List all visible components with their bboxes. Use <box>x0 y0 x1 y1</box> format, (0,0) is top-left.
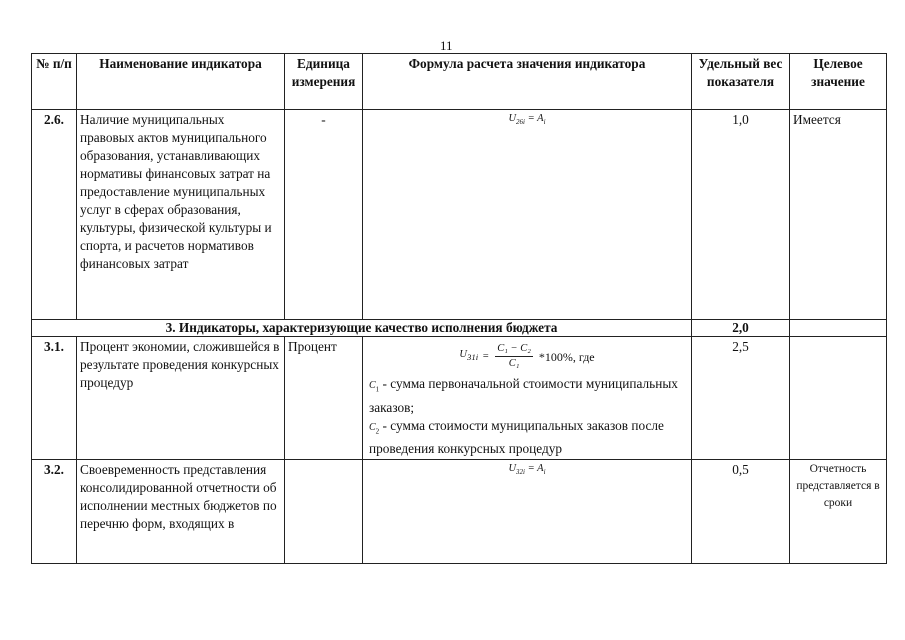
formula-tail: *100%, где <box>538 349 595 364</box>
formula-denominator: C₁ <box>508 358 520 369</box>
row-name: Своевременность представления консолидированной отчетности об исполнении местных бюджетов по перечню форм, входящих в <box>77 460 285 564</box>
row-formula <box>363 460 692 564</box>
formula-numerator: C₁ − C₂ <box>495 342 533 357</box>
header-name: Наименование индикатора <box>77 54 285 110</box>
formula-lhs-sub: 32i <box>516 468 525 477</box>
row-num: 3.2. <box>32 460 77 564</box>
row-formula <box>363 110 692 320</box>
table-row <box>32 460 887 564</box>
row-formula <box>363 337 692 460</box>
formula-equals: = <box>527 113 535 124</box>
table-row <box>32 110 887 320</box>
table-row <box>32 337 887 460</box>
header-formula: Формула расчета значения индикатора <box>363 54 692 110</box>
row-num: 3.1. <box>32 337 77 460</box>
indicators-table <box>31 53 887 564</box>
formula-equals: = <box>482 350 490 362</box>
row-unit: Процент <box>285 337 363 460</box>
formula-lhs: $U_{31i}$ <box>459 349 479 363</box>
section-weight: 2,0 <box>692 320 790 337</box>
row-unit <box>285 460 363 564</box>
row-weight: 0,5 <box>692 460 790 564</box>
formula-lhs: U <box>508 463 517 475</box>
row-unit: - <box>285 110 363 320</box>
formula-rhs-sub: i <box>543 468 546 477</box>
row-target: Отчетность представляется в сроки <box>790 460 887 564</box>
formula-expression <box>366 461 688 480</box>
formula-rhs: A <box>537 113 544 124</box>
row-name: Процент экономии, сложившейся в результате проведения конкурсных процедур <box>77 337 285 460</box>
header-num: № п/п <box>32 54 77 110</box>
table-header-row <box>32 54 887 110</box>
section-row <box>32 320 887 337</box>
row-target <box>790 337 887 460</box>
formula-fraction <box>495 342 533 371</box>
formula-rhs-sub: i <box>543 118 546 127</box>
section-title: 3. Индикаторы, характеризующие качество исполнения бюджета <box>32 320 692 337</box>
row-weight: 1,0 <box>692 110 790 320</box>
header-weight: Удельный вес показателя <box>692 54 790 110</box>
row-target: Имеется <box>790 110 887 320</box>
formula-expression <box>366 338 688 371</box>
formula-lhs-sub: 26i <box>516 118 525 127</box>
header-target: Целевое значение <box>790 54 887 110</box>
formula-definition-c2: $C_2$ - сумма стоимости муниципальных заказов после проведения конкурсных процедур <box>369 417 664 457</box>
header-unit: Единица измерения <box>285 54 363 110</box>
row-num: 2.6. <box>32 110 77 320</box>
formula-rhs: A <box>537 463 544 475</box>
formula-definition-c1: $C_1$ - сумма первоначальной стоимости муниципальных заказов; <box>369 376 678 415</box>
section-target <box>790 320 887 337</box>
page-number: 11 <box>440 38 453 53</box>
formula-expression <box>366 111 688 130</box>
row-weight: 2,5 <box>692 337 790 460</box>
formula-lhs: U <box>508 113 517 124</box>
formula-equals: = <box>527 463 535 475</box>
row-name: Наличие муниципальных правовых актов муниципального образования, устанавливающих нормативы финансовых затрат на предоставление муниципальных услуг в сферах образования, культуры, физической культуры и спорта, и расчетов нормативов финансовых затрат <box>77 110 285 320</box>
